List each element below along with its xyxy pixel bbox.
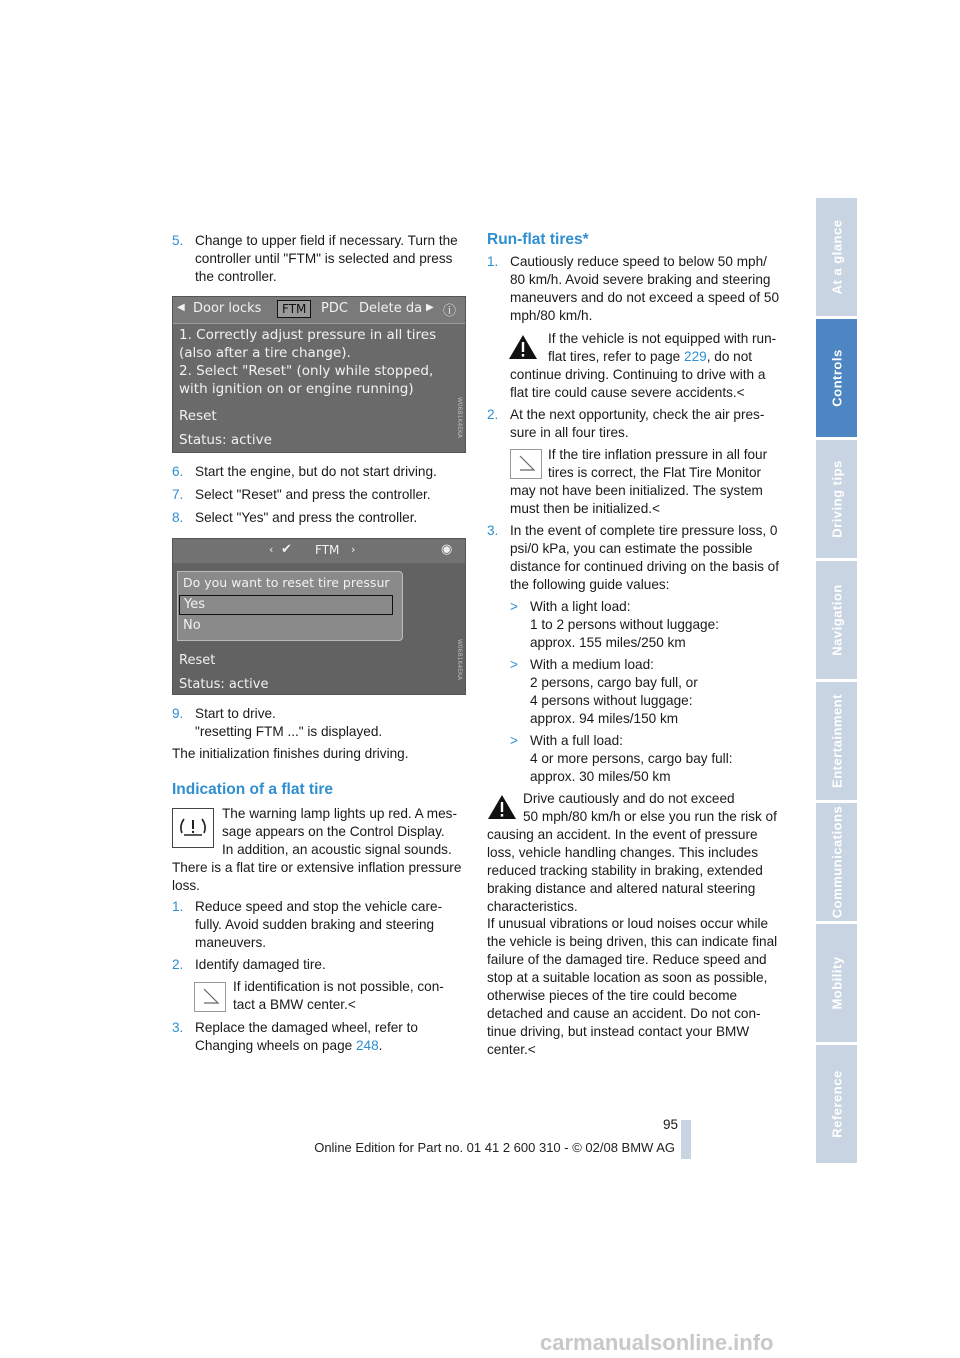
page-link-248[interactable]: 248 [355,1038,379,1053]
arrow-right-icon: ▶ [426,302,434,313]
warning-triangle-icon [486,793,518,826]
page-marker [681,1120,691,1159]
step-text: Start to drive. [195,706,276,721]
arrow-right-icon: › [351,543,356,556]
warning-triangle-icon [507,333,539,366]
flat-tire-warning-lamp-icon [172,808,214,848]
step-text: At the next opportunity, check the air pres-sure in all four tires. [510,407,765,440]
page-link-229[interactable]: 229 [684,349,707,364]
step-number: 1. [172,899,184,914]
step-number: 5. [172,233,184,248]
control-display-reset-screen [172,538,466,695]
step-number: 3. [172,1020,184,1035]
control-display-ftm-screen [172,296,466,453]
warning-text: If unusual vibrations or loud noises occur while the vehicle is being driven, this can indicate final failure of the damaged tire. Reduce speed and stop at a suitable location as soon as possible, otherwise pieces of the tire could become detached and cause an accident. Do not con-tinue driving, but instead contact your BMW center.< [487,916,778,1057]
warning-text: Drive cautiously and do not exceed [523,791,735,806]
instruction-text: 1. Correctly adjust pressure in all tires (also after a tire change). 2. Select "Reset" (only while stopped, with ignition on or engine running) [179,327,437,397]
paragraph: In addition, an acoustic signal sounds. [222,842,452,857]
menu-item-delete: Delete da [359,301,423,316]
tab-navigation[interactable]: Navigation [816,561,857,679]
menu-bar [173,297,465,323]
step-number: 8. [172,510,184,525]
step-number: 9. [172,706,184,721]
warning-text: 50 mph/80 km/h or else you run the risk of [523,809,777,824]
paragraph: sage appears on the Control Display. [222,824,445,839]
dialog-question: Do you want to reset tire pressur [183,575,390,590]
header-bar [173,539,465,563]
tab-driving-tips[interactable]: Driving tips [816,440,857,558]
side-tabs [816,198,857,1166]
tab-communications[interactable]: Communications [816,803,857,921]
note-text: If identification is not possible, con- [233,979,444,994]
warning-text: causing an accident. In the event of pressure loss, vehicle handling changes. This includes reduced tracking stability in braking, extended braking distance and altered natural steering characteristics. [487,827,763,914]
note-icon [194,982,226,1012]
screen-title: FTM [315,543,340,557]
step-number: 2. [172,957,184,972]
tab-mobility[interactable]: Mobility [816,924,857,1042]
step-text: Replace the damaged wheel, refer to [195,1020,418,1035]
step-text: Start the engine, but do not start driving. [195,464,437,479]
option-yes[interactable]: Yes [179,595,393,615]
step-text: Reduce speed and stop the vehicle care-fully. Avoid sudden braking and steering maneuvers. [195,899,443,950]
divider [173,323,465,324]
edition-footer: Online Edition for Part no. 01 41 2 600 310 - © 02/08 BMW AG [314,1140,675,1155]
note-text: If the tire inflation pressure in all four [548,447,768,462]
page-number: 95 [662,1117,678,1132]
step-number: 1. [487,254,499,269]
reset-option: Reset [179,408,217,424]
step-number: 2. [487,407,499,422]
step-number: 6. [172,464,184,479]
step-text: Cautiously reduce speed to below 50 mph/ 80 km/h. Avoid severe braking and steering maneuvers and do not exceed a speed of 50 mph/80 km/h. [510,254,780,323]
paragraph: The warning lamp lights up red. A mes- [222,806,457,821]
section-heading: Indication of a flat tire [172,781,334,798]
note-icon [510,449,542,479]
step-text: Identify damaged tire. [195,957,326,972]
paragraph: There is a flat tire or extensive inflation pressure loss. [172,860,462,893]
image-code: W06B1K4EKA [456,639,463,680]
note-text: may not have been initialized. The system must then be initialized.< [510,483,763,516]
step-text: Changing wheels on page 248. [195,1038,383,1053]
controller-icon: ◉ [441,542,453,557]
paragraph: The initialization finishes during driving. [172,746,409,761]
section-heading: Run-flat tires* [487,231,589,248]
arrow-left-icon: ‹ [269,543,274,556]
menu-item-pdc: PDC [321,301,348,316]
tab-controls[interactable]: Controls [816,319,857,437]
tab-reference[interactable]: Reference [816,1045,857,1163]
arrow-left-icon: ◀ [177,302,185,313]
status-text: Status: active [179,432,272,448]
step-text: Change to upper field if necessary. Turn the controller until "FTM" is selected and press the controller. [195,233,458,284]
step-number: 7. [172,487,184,502]
warning-text: continue driving. Continuing to drive with a flat tire could cause severe accidents.< [510,367,766,400]
option-no[interactable]: No [183,618,201,633]
site-watermark: carmanualsonline.info [540,1330,774,1355]
menu-item-ftm: FTM [277,300,311,318]
status-text: Status: active [179,677,269,692]
note-text: tact a BMW center.< [233,997,356,1012]
menu-item-door-locks: Door locks [193,301,262,316]
step-subtext: "resetting FTM ..." is displayed. [195,724,383,739]
note-text: tires is correct, the Flat Tire Monitor [548,465,762,480]
image-code: W06B1K4EKA [456,397,463,438]
step-text: Select "Yes" and press the controller. [195,510,418,525]
warning-text: If the vehicle is not equipped with run- [548,331,777,346]
warning-text: flat tires, refer to page 229, do not [548,349,753,364]
step-text: In the event of complete tire pressure loss, 0 psi/0 kPa, you can estimate the possible distance for continued driving on the basis of the following guide values: [510,523,780,592]
tab-entertainment[interactable]: Entertainment [816,682,857,800]
step-number: 3. [487,523,499,538]
reset-option: Reset [179,653,216,668]
info-icon: ⓘ [443,304,457,319]
tire-check-icon: ✔ [281,542,292,557]
step-text: Select "Reset" and press the controller. [195,487,431,502]
tab-at-a-glance[interactable]: At a glance [816,198,857,316]
